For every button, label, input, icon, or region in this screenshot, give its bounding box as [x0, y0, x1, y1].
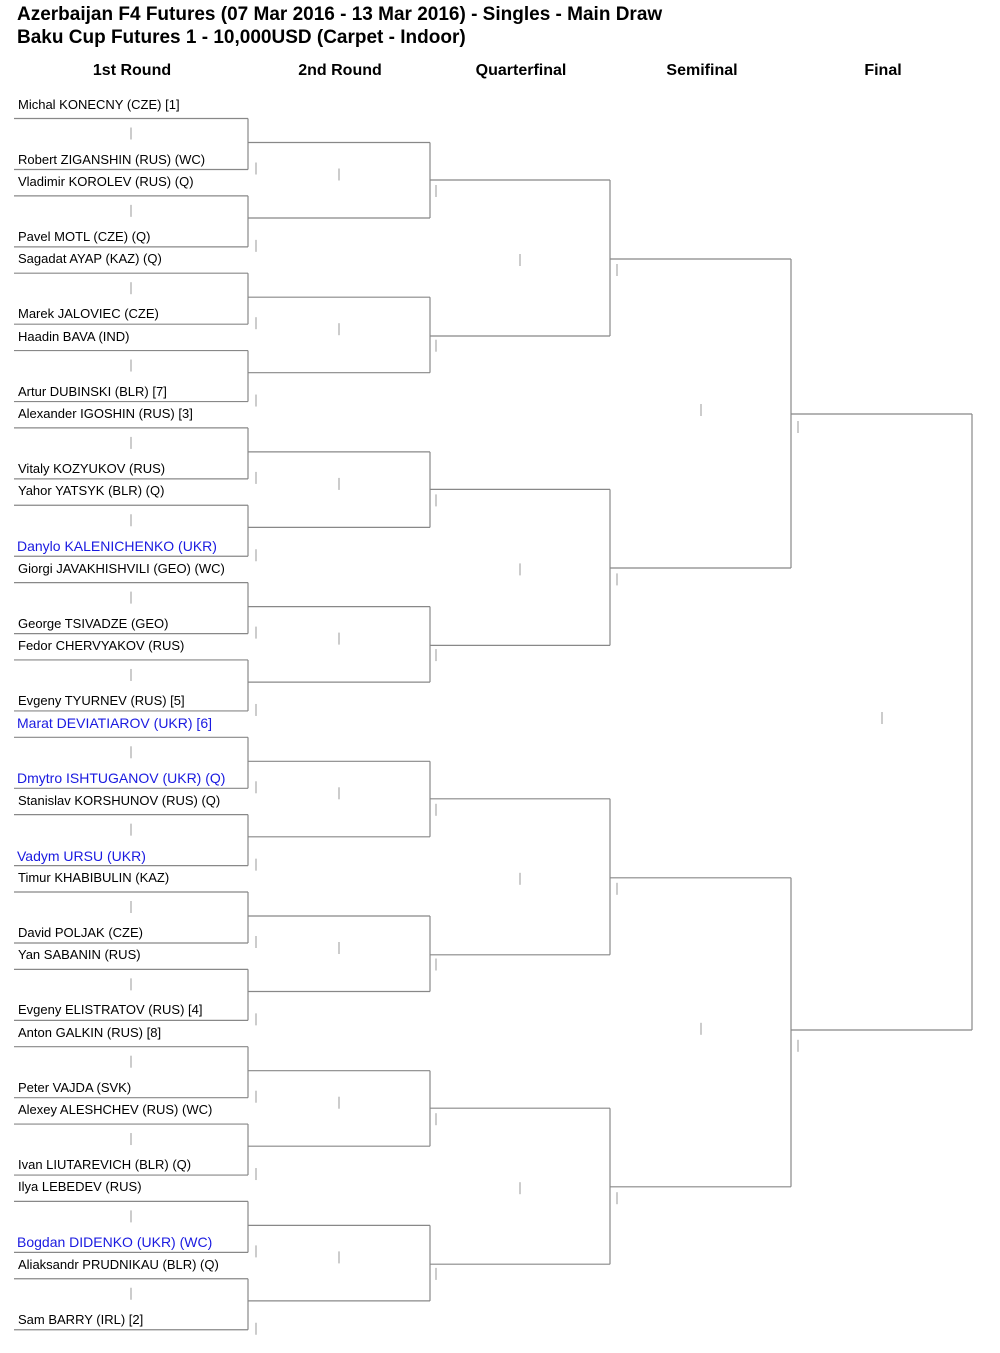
- player-name: Yahor YATSYK (BLR) (Q): [18, 483, 165, 499]
- player-name: Robert ZIGANSHIN (RUS) (WC): [18, 151, 206, 167]
- draw-title: Azerbaijan F4 Futures (07 Mar 2016 - 13 Mar 2016) - Singles - Main Draw: [17, 4, 663, 25]
- player-name: Evgeny TYURNEV (RUS) [5]: [18, 692, 185, 708]
- player-name: Artur DUBINSKI (BLR) [7]: [18, 383, 167, 399]
- round-header-final: Final: [864, 62, 902, 79]
- player-name: Fedor CHERVYAKOV (RUS): [18, 637, 185, 653]
- round-header-quarterfinal: Quarterfinal: [475, 62, 567, 79]
- player-name: Vladimir KOROLEV (RUS) (Q): [18, 173, 194, 189]
- player-name: Anton GALKIN (RUS) [8]: [18, 1024, 162, 1040]
- player-name: Stanislav KORSHUNOV (RUS) (Q): [18, 792, 221, 808]
- draw-subtitle: Baku Cup Futures 1 - 10,000USD (Carpet - Indoor): [17, 27, 466, 48]
- player-name: Evgeny ELISTRATOV (RUS) [4]: [18, 1002, 203, 1018]
- player-name: David POLJAK (CZE): [18, 925, 143, 940]
- player-name: Bogdan DIDENKO (UKR) (WC): [17, 1234, 213, 1251]
- player-name: Pavel MOTL (CZE) (Q): [18, 228, 151, 244]
- player-name: George TSIVADZE (GEO): [18, 615, 169, 631]
- player-name: Peter VAJDA (SVK): [18, 1079, 132, 1095]
- player-name: Vitaly KOZYUKOV (RUS): [18, 460, 166, 476]
- player-name: Timur KHABIBULIN (KAZ): [18, 870, 170, 885]
- player-name: Vadym URSU (UKR): [17, 847, 146, 864]
- player-name: Haadin BAVA (IND): [18, 328, 130, 344]
- round-header-2nd: 2nd Round: [298, 62, 382, 79]
- player-name: Yan SABANIN (RUS): [18, 947, 141, 963]
- player-name: Marek JALOVIEC (CZE): [18, 306, 159, 322]
- player-name: Giorgi JAVAKHISHVILI (GEO) (WC): [18, 560, 225, 576]
- player-name: Sam BARRY (IRL) [2]: [18, 1311, 144, 1327]
- round-header-semifinal: Semifinal: [666, 62, 738, 79]
- player-name: Sagadat AYAP (KAZ) (Q): [18, 251, 162, 267]
- player-name: Ilya LEBEDEV (RUS): [18, 1179, 142, 1195]
- round-header-1st: 1st Round: [92, 62, 172, 79]
- player-name: Ivan LIUTAREVICH (BLR) (Q): [18, 1157, 192, 1173]
- player-name: Marat DEVIATIAROV (UKR) [6]: [17, 715, 212, 732]
- player-name: Dmytro ISHTUGANOV (UKR) (Q): [17, 770, 226, 787]
- player-name: Aliaksandr PRUDNIKAU (BLR) (Q): [18, 1256, 219, 1272]
- player-name: Michal KONECNY (CZE) [1]: [18, 96, 180, 112]
- player-name: Alexander IGOSHIN (RUS) [3]: [18, 405, 193, 421]
- player-name: Danylo KALENICHENKO (UKR): [17, 538, 217, 555]
- player-name: Alexey ALESHCHEV (RUS) (WC): [18, 1102, 213, 1118]
